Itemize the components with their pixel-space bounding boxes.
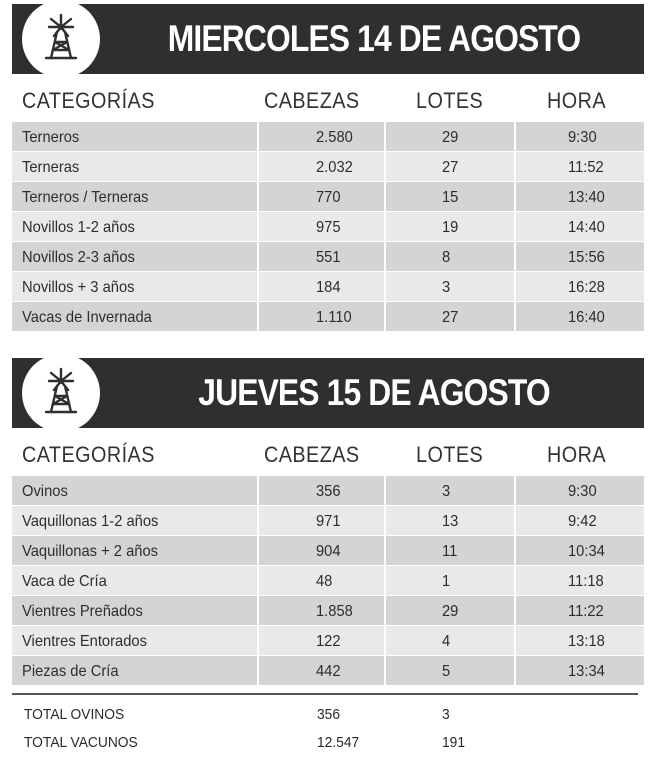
cell-cabezas: 1.110 xyxy=(316,309,352,326)
cell-categoria: Terneras xyxy=(22,159,80,176)
cell-categoria: Ovinos xyxy=(22,483,68,500)
cell-hora: 13:18 xyxy=(568,633,605,650)
cell-lotes: 27 xyxy=(442,309,459,326)
cell-lotes: 1 xyxy=(442,573,451,590)
cell-hora: 13:34 xyxy=(568,663,605,680)
cell-categoria: Vientres Entorados xyxy=(22,633,147,650)
cell-hora: 14:40 xyxy=(568,219,605,236)
cell-cabezas: 184 xyxy=(316,279,341,296)
table-row xyxy=(12,536,644,566)
cell-categoria: Piezas de Cría xyxy=(22,663,119,680)
header-categorias: CATEGORÍAS xyxy=(22,442,155,467)
cell-cabezas: 2.580 xyxy=(316,129,353,146)
cell-lotes: 5 xyxy=(442,663,451,680)
cell-lotes: 29 xyxy=(442,129,459,146)
header-lotes: LOTES xyxy=(416,88,484,113)
cell-lotes: 13 xyxy=(442,513,459,530)
windmill-icon xyxy=(22,354,100,432)
schedule-section-wednesday xyxy=(12,4,644,332)
totals-divider xyxy=(12,693,638,695)
section-title: JUEVES 15 DE AGOSTO xyxy=(198,372,550,413)
cell-hora: 11:18 xyxy=(568,573,604,590)
table-body xyxy=(12,476,644,686)
total-row-vacunos xyxy=(12,734,644,762)
cell-lotes: 3 xyxy=(442,483,451,500)
table-header xyxy=(12,74,644,122)
table-row xyxy=(12,272,644,302)
cell-lotes: 11 xyxy=(442,543,458,560)
cell-categoria: Novillos 1-2 años xyxy=(22,219,135,236)
table-row xyxy=(12,122,644,152)
total-row-ovinos xyxy=(12,706,644,734)
section-title: MIERCOLES 14 DE AGOSTO xyxy=(167,18,581,59)
header-lotes: LOTES xyxy=(416,442,484,467)
cell-categoria: Vaquillonas + 2 años xyxy=(22,543,158,560)
cell-cabezas: 442 xyxy=(316,663,341,680)
cell-hora: 11:52 xyxy=(568,159,604,176)
table-row xyxy=(12,566,644,596)
total-label: TOTAL OVINOS xyxy=(24,706,125,723)
cell-categoria: Novillos + 3 años xyxy=(22,279,135,296)
cell-lotes: 27 xyxy=(442,159,459,176)
schedule-section-thursday xyxy=(12,358,644,686)
table-row xyxy=(12,626,644,656)
cell-lotes: 19 xyxy=(442,219,459,236)
cell-lotes: 15 xyxy=(442,189,459,206)
cell-cabezas: 2.032 xyxy=(316,159,353,176)
cell-cabezas: 1.858 xyxy=(316,603,353,620)
cell-lotes: 8 xyxy=(442,249,451,266)
table-row xyxy=(12,656,644,686)
header-categorias: CATEGORÍAS xyxy=(22,88,155,113)
table-header xyxy=(12,428,644,476)
table-row xyxy=(12,596,644,626)
cell-categoria: Novillos 2-3 años xyxy=(22,249,135,266)
cell-cabezas: 975 xyxy=(316,219,341,236)
totals-block xyxy=(12,706,644,762)
total-cabezas: 356 xyxy=(317,706,341,723)
cell-cabezas: 356 xyxy=(316,483,341,500)
cell-hora: 10:34 xyxy=(568,543,605,560)
table-row xyxy=(12,506,644,536)
cell-categoria: Terneros / Terneras xyxy=(22,189,149,206)
cell-cabezas: 48 xyxy=(316,573,333,590)
header-hora: HORA xyxy=(547,88,607,113)
cell-categoria: Vaca de Cría xyxy=(22,573,107,590)
header-hora: HORA xyxy=(547,442,607,467)
total-cabezas: 12.547 xyxy=(317,734,360,751)
table-body xyxy=(12,122,644,332)
cell-cabezas: 904 xyxy=(316,543,341,560)
cell-lotes: 4 xyxy=(442,633,451,650)
total-lotes: 191 xyxy=(442,734,466,751)
cell-cabezas: 770 xyxy=(316,189,341,206)
cell-hora: 16:40 xyxy=(568,309,605,326)
cell-hora: 9:30 xyxy=(568,129,597,146)
cell-hora: 13:40 xyxy=(568,189,605,206)
table-row xyxy=(12,242,644,272)
cell-hora: 11:22 xyxy=(568,603,604,620)
cell-lotes: 3 xyxy=(442,279,451,296)
section-banner xyxy=(12,358,644,428)
cell-lotes: 29 xyxy=(442,603,459,620)
cell-cabezas: 971 xyxy=(316,513,341,530)
cell-categoria: Vientres Preñados xyxy=(22,603,143,620)
cell-cabezas: 551 xyxy=(316,249,341,266)
cell-hora: 16:28 xyxy=(568,279,605,296)
cell-hora: 9:42 xyxy=(568,513,597,530)
cell-categoria: Vacas de Invernada xyxy=(22,309,152,326)
windmill-icon xyxy=(22,0,100,78)
total-label: TOTAL VACUNOS xyxy=(24,734,138,751)
total-lotes: 3 xyxy=(442,706,450,723)
table-row xyxy=(12,212,644,242)
table-row xyxy=(12,476,644,506)
header-cabezas: CABEZAS xyxy=(264,88,360,113)
section-banner xyxy=(12,4,644,74)
table-row xyxy=(12,152,644,182)
cell-categoria: Vaquillonas 1-2 años xyxy=(22,513,159,530)
cell-categoria: Terneros xyxy=(22,129,80,146)
cell-hora: 15:56 xyxy=(568,249,605,266)
header-cabezas: CABEZAS xyxy=(264,442,360,467)
table-row xyxy=(12,182,644,212)
cell-cabezas: 122 xyxy=(316,633,341,650)
table-row xyxy=(12,302,644,332)
cell-hora: 9:30 xyxy=(568,483,597,500)
